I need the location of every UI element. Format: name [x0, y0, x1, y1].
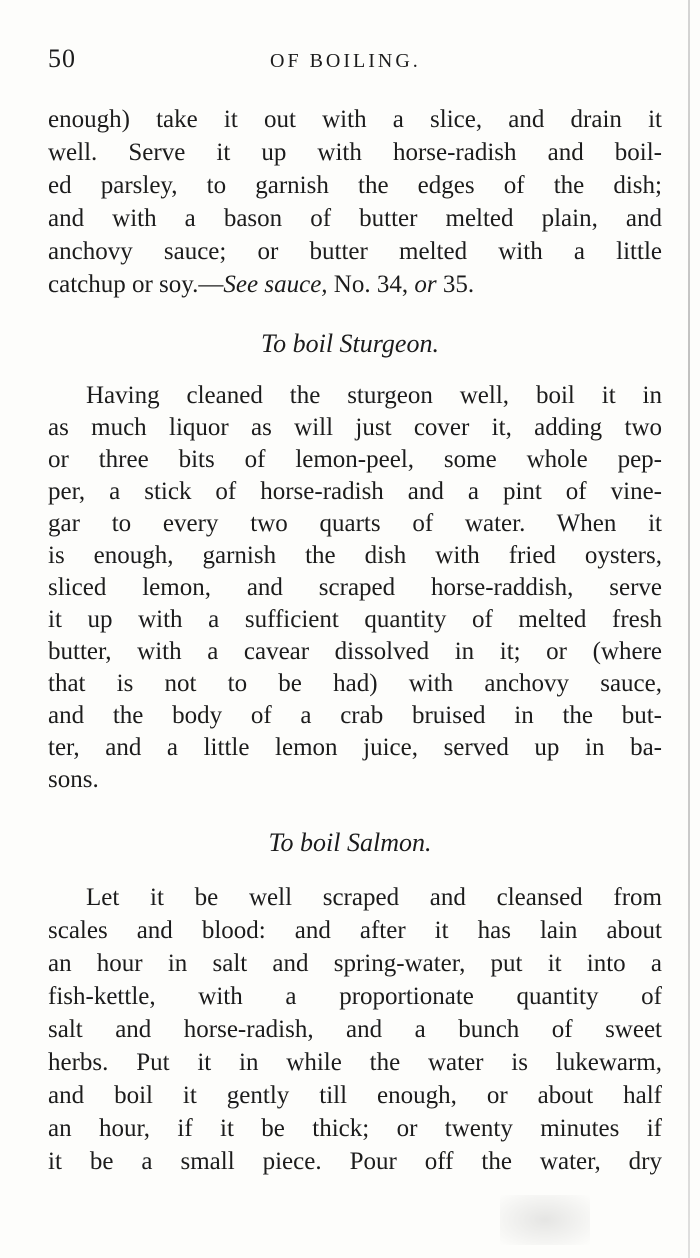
- page-edge-shadow: [688, 0, 690, 1258]
- text-line: ed parsley, to garnish the edges of the dish;: [48, 172, 662, 199]
- text-line: an hour in salt and spring-water, put it into a: [48, 950, 662, 977]
- text-line: fish-kettle, with a proportionate quantity of: [48, 983, 662, 1010]
- text-line: enough) take it out with a slice, and drain it: [48, 106, 662, 133]
- recipe-heading-salmon: To boil Salmon.: [268, 828, 432, 857]
- text-line: well. Serve it up with horse-radish and boil-: [48, 139, 662, 166]
- text-line-reference: [48, 269, 662, 301]
- text-line: is enough, garnish the dish with fried oysters,: [48, 542, 662, 569]
- text-line: it be a small piece. Pour off the water, dry: [48, 1148, 662, 1175]
- page-header: [48, 44, 658, 80]
- text-line: it up with a sufficient quantity of melted fresh: [48, 606, 662, 633]
- text-line: Let it be well scraped and cleansed from: [86, 884, 662, 911]
- text-line: as much liquor as will just cover it, adding two: [48, 414, 662, 441]
- reference-numbers: No. 34,: [327, 271, 415, 298]
- text-line: an hour, if it be thick; or twenty minutes if: [48, 1115, 662, 1142]
- text-line: salt and horse-radish, and a bunch of sweet: [48, 1016, 662, 1043]
- text-line: scales and blood: and after it has lain about: [48, 917, 662, 944]
- cross-reference: See sauce,: [223, 271, 328, 298]
- reference-end: 35.: [436, 271, 475, 298]
- text-line: and boil it gently till enough, or about half: [48, 1082, 662, 1109]
- text-line: per, a stick of horse-radish and a pint of vine-: [48, 478, 662, 505]
- reference-or: or: [414, 271, 437, 298]
- text-line: and the body of a crab bruised in the but-: [48, 702, 662, 729]
- text-line: butter, with a cavear dissolved in it; or (where: [48, 638, 662, 665]
- recipe-heading-sturgeon: To boil Sturgeon.: [261, 329, 439, 358]
- ink-smudge: [500, 1195, 590, 1245]
- text-line: anchovy sauce; or butter melted with a little: [48, 238, 662, 265]
- page-number: 50: [48, 44, 76, 73]
- text-line: sliced lemon, and scraped horse-raddish, serve: [48, 574, 662, 601]
- text-line: gar to every two quarts of water. When it: [48, 510, 662, 537]
- text-line: and with a bason of butter melted plain, and: [48, 205, 662, 232]
- text-line: Having cleaned the sturgeon well, boil it in: [86, 382, 662, 409]
- text-line: that is not to be had) with anchovy sauce,: [48, 670, 662, 697]
- text-line: herbs. Put it in while the water is lukewarm,: [48, 1049, 662, 1076]
- text-fragment: catchup or soy.—: [48, 271, 224, 298]
- text-line: ter, and a little lemon juice, served up in ba-: [48, 734, 662, 761]
- running-head: OF BOILING.: [270, 50, 421, 72]
- text-line: or three bits of lemon-peel, some whole pep-: [48, 446, 662, 473]
- text-line: sons.: [48, 766, 99, 793]
